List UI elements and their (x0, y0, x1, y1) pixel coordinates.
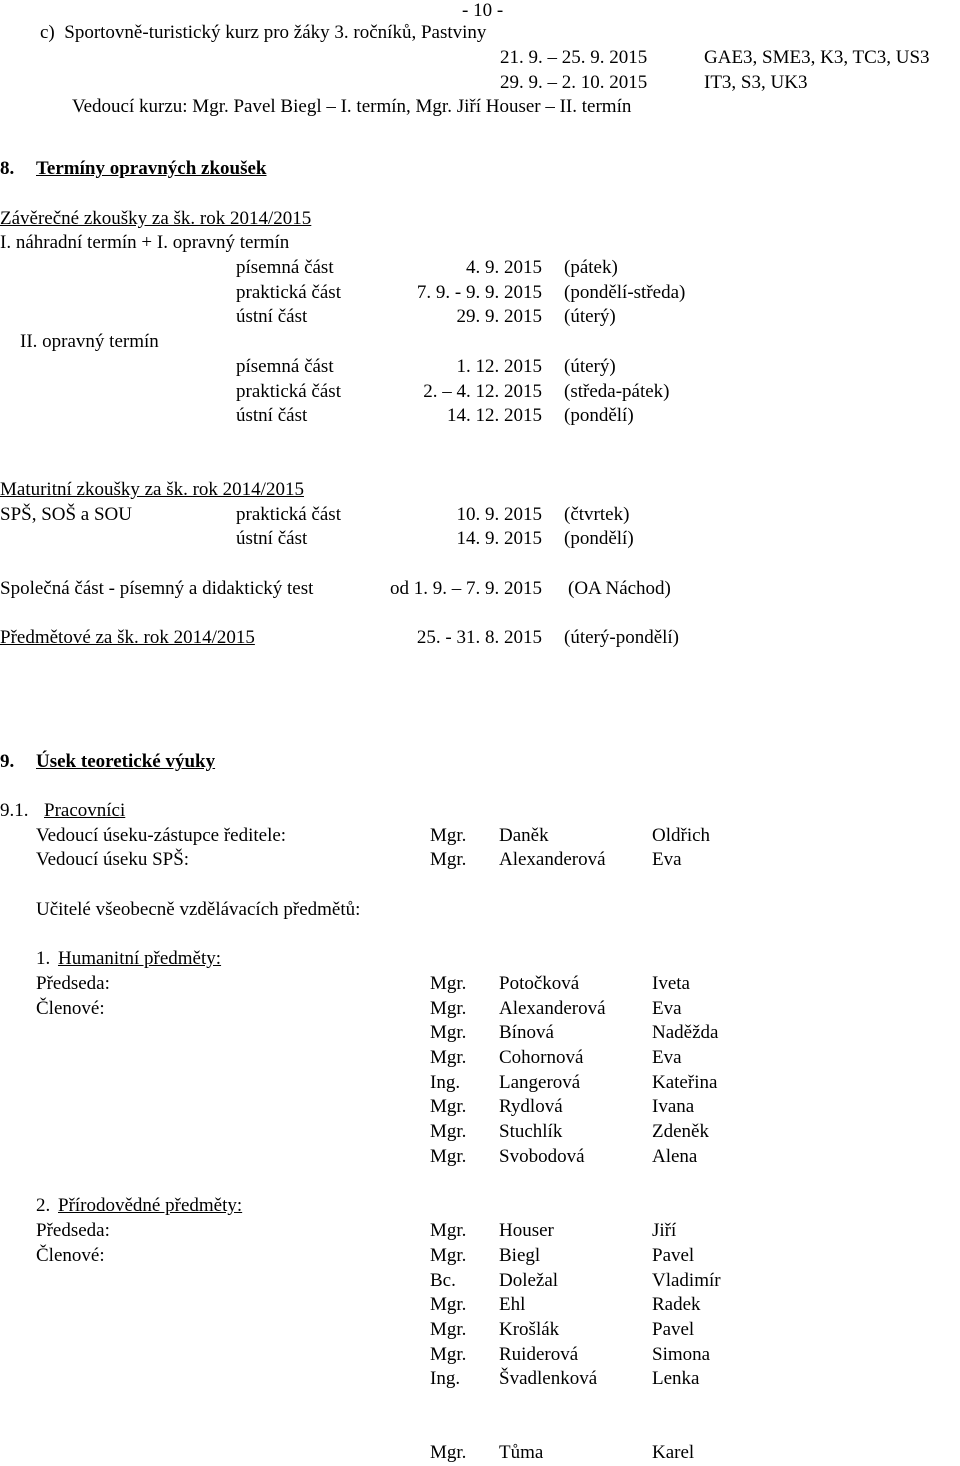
maturita-row-part: ústní část (236, 528, 308, 549)
group1-degree: Mgr. (430, 1096, 467, 1117)
group2-surname: Houser (499, 1220, 554, 1241)
group2-surname: Krošlák (499, 1319, 560, 1340)
term1-row-date: 29. 9. 2015 (456, 306, 542, 327)
group1-name: Eva (652, 998, 682, 1019)
group2-degree: Mgr. (430, 1220, 467, 1241)
term1-row-part: písemná část (236, 257, 334, 278)
subject-exams-day: (úterý-pondělí) (564, 627, 680, 648)
group1-degree: Mgr. (430, 1146, 467, 1167)
group1-title: Humanitní předměty: (58, 948, 222, 969)
term2-label: II. opravný termín (20, 331, 159, 352)
group1-surname: Cohornová (499, 1047, 584, 1068)
term1-row-day: (úterý) (564, 306, 616, 327)
group2-degree: Mgr. (430, 1294, 467, 1315)
course-term2-classes: IT3, S3, UK3 (704, 72, 808, 93)
term1-row-part: ústní část (236, 306, 308, 327)
section9-number: 9. (0, 751, 15, 772)
term1-label: I. náhradní termín + I. opravný termín (0, 232, 290, 253)
head-surname: Alexanderová (499, 849, 606, 870)
group1-degree: Mgr. (430, 1022, 467, 1043)
group1-surname: Alexanderová (499, 998, 606, 1019)
group2-degree: Mgr. (430, 1344, 467, 1365)
group1-surname: Rydlová (499, 1096, 563, 1117)
course-term2-dates: 29. 9. – 2. 10. 2015 (500, 72, 648, 93)
group2-surname: Biegl (499, 1245, 541, 1266)
maturita-row-day: (čtvrtek) (564, 504, 630, 525)
subject-exams-label: Předmětové za šk. rok 2014/2015 (0, 627, 255, 648)
term2-row-date: 14. 12. 2015 (447, 405, 542, 426)
term2-row-part: praktická část (236, 381, 341, 402)
group2-degree: Ing. (430, 1368, 461, 1389)
group1-name: Eva (652, 1047, 682, 1068)
head-degree: Mgr. (430, 849, 467, 870)
term1-row-day: (pátek) (564, 257, 618, 278)
head-name: Eva (652, 849, 682, 870)
group2-role: Předseda: (36, 1220, 110, 1241)
group2-name: Jiří (652, 1220, 677, 1241)
last-name: Karel (652, 1442, 695, 1463)
common-part-date: od 1. 9. – 7. 9. 2015 (390, 578, 542, 599)
group1-name: Kateřina (652, 1072, 718, 1093)
final-exams-heading: Závěrečné zkoušky za šk. rok 2014/2015 (0, 208, 312, 229)
term2-row-part: písemná část (236, 356, 334, 377)
maturita-row-date: 10. 9. 2015 (456, 504, 542, 525)
group2-degree: Mgr. (430, 1319, 467, 1340)
subject-exams-date: 25. - 31. 8. 2015 (416, 627, 542, 648)
head-role: Vedoucí úseku SPŠ: (36, 849, 190, 870)
group1-surname: Potočková (499, 973, 580, 994)
section8-title: Termíny opravných zkoušek (36, 158, 267, 179)
common-part-label: Společná část - písemný a didaktický test (0, 578, 314, 599)
group1-degree: Ing. (430, 1072, 461, 1093)
course-leaders: Vedoucí kurzu: Mgr. Pavel Biegl – I. termín, Mgr. Jiří Houser – II. termín (72, 96, 632, 117)
term1-row-date: 4. 9. 2015 (466, 257, 542, 278)
term2-row-day: (pondělí) (564, 405, 634, 426)
page-number: - 10 - (462, 0, 504, 21)
group2-name: Simona (652, 1344, 711, 1365)
group1-name: Zdeněk (652, 1121, 709, 1142)
group2-name: Pavel (652, 1319, 695, 1340)
maturita-row-day: (pondělí) (564, 528, 634, 549)
term2-row-part: ústní část (236, 405, 308, 426)
group1-surname: Bínová (499, 1022, 554, 1043)
general-teachers-label: Učitelé všeobecně vzdělávacích předmětů: (36, 899, 361, 920)
group2-title: Přírodovědné předměty: (58, 1195, 243, 1216)
term1-row-day: (pondělí-středa) (564, 282, 686, 303)
group1-degree: Mgr. (430, 998, 467, 1019)
term1-row-date: 7. 9. - 9. 9. 2015 (416, 282, 542, 303)
group2-degree: Mgr. (430, 1245, 467, 1266)
group2-name: Lenka (652, 1368, 700, 1389)
maturita-row-date: 14. 9. 2015 (456, 528, 542, 549)
common-part-place: (OA Náchod) (568, 578, 671, 599)
group2-surname: Ruiderová (499, 1344, 579, 1365)
section9-title: Úsek teoretické výuky (36, 751, 216, 772)
group1-name: Alena (652, 1146, 698, 1167)
term2-row-date: 1. 12. 2015 (456, 356, 542, 377)
head-surname: Daněk (499, 825, 549, 846)
course-term1-dates: 21. 9. – 25. 9. 2015 (500, 47, 648, 68)
group1-surname: Svobodová (499, 1146, 585, 1167)
group2-surname: Doležal (499, 1270, 559, 1291)
group2-name: Vladimír (652, 1270, 721, 1291)
group2-role: Členové: (36, 1245, 105, 1266)
group1-degree: Mgr. (430, 1047, 467, 1068)
head-role: Vedoucí úseku-zástupce ředitele: (36, 825, 287, 846)
group1-role: Členové: (36, 998, 105, 1019)
last-surname: Tůma (499, 1442, 544, 1463)
last-degree: Mgr. (430, 1442, 467, 1463)
maturita-row-part: praktická část (236, 504, 341, 525)
subsection-number: 9.1. (0, 800, 29, 821)
group2-surname: Švadlenková (499, 1368, 598, 1389)
course-heading: c) Sportovně-turistický kurz pro žáky 3. ročníků, Pastviny (40, 22, 487, 43)
school-label: SPŠ, SOŠ a SOU (0, 504, 132, 525)
group1-name: Ivana (652, 1096, 695, 1117)
head-name: Oldřich (652, 825, 711, 846)
term2-row-day: (úterý) (564, 356, 616, 377)
head-degree: Mgr. (430, 825, 467, 846)
group2-degree: Bc. (430, 1270, 456, 1291)
group2-surname: Ehl (499, 1294, 526, 1315)
group1-name: Iveta (652, 973, 690, 994)
subsection-title: Pracovníci (44, 800, 126, 821)
group1-role: Předseda: (36, 973, 110, 994)
term2-row-date: 2. – 4. 12. 2015 (423, 381, 542, 402)
group1-degree: Mgr. (430, 973, 467, 994)
term1-row-part: praktická část (236, 282, 341, 303)
maturita-heading: Maturitní zkoušky za šk. rok 2014/2015 (0, 479, 304, 500)
section8-number: 8. (0, 158, 15, 179)
group1-name: Naděžda (652, 1022, 719, 1043)
term2-row-day: (středa-pátek) (564, 381, 670, 402)
group1-surname: Stuchlík (499, 1121, 563, 1142)
group1-number: 1. (36, 948, 51, 969)
group1-surname: Langerová (499, 1072, 581, 1093)
group1-degree: Mgr. (430, 1121, 467, 1142)
course-term1-classes: GAE3, SME3, K3, TC3, US3 (704, 47, 930, 68)
group2-name: Pavel (652, 1245, 695, 1266)
group2-number: 2. (36, 1195, 51, 1216)
group2-name: Radek (652, 1294, 701, 1315)
